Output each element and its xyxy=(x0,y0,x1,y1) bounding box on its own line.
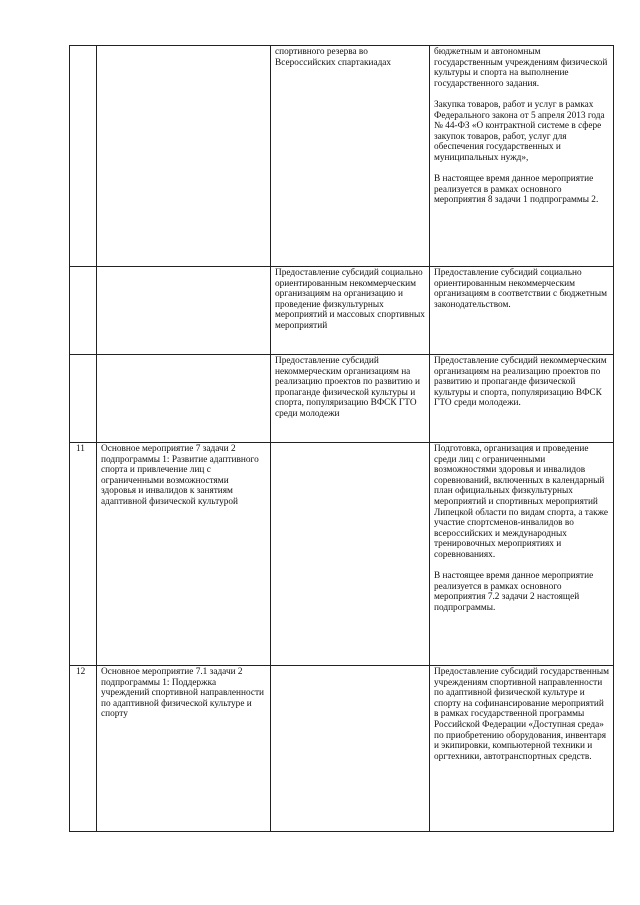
note-paragraph: Подготовка, организация и проведение среди лиц с ограниченными возможностями здоровья и инвалидов соревнований, включенных в календарный план официальных физкультурных мероприятий и спортивных мероприятий Липецкой области по видам спорта, а также участие спортсменов-инвалидов во всероссийских и международных тренировочных мероприятиях и соревнованиях. xyxy=(434,444,609,560)
row-number-cell: 11 xyxy=(70,443,97,666)
mechanism-cell xyxy=(271,443,430,666)
note-paragraph: В настоящее время данное мероприятие реализуется в рамках основного мероприятия 8 задачи 1 подпрограммы 2. xyxy=(434,174,599,206)
notes-cell xyxy=(430,46,614,267)
document-table xyxy=(69,45,614,832)
note-paragraph: Закупка товаров, работ и услуг в рамках Федерального закона от 5 апреля 2013 года № 44-ФЗ «О контрактной системе в сфере закупок товаров, работ, услуг для обеспечения государственных и муниципальных нужд», xyxy=(434,99,605,163)
table-row xyxy=(70,267,614,355)
note-paragraph: Предоставление субсидий государственным учреждениям спортивной направленности по адаптивной физической культуре и спорту на софинансирование мероприятий в рамках государственной программы Российской Федерации «Доступная среда» по приобретению оборудования, инвентаря и экипировки, компьютерной техники и оргтехники, автотранспортных средств. xyxy=(434,667,609,762)
event-cell xyxy=(97,355,271,443)
row-number-cell xyxy=(70,355,97,443)
mechanism-cell: Предоставление субсидий некоммерческим организациям на реализацию проектов по развитию и пропаганде физической культуры и спорта, популяризацию ВФСК ГТО среди молодежи xyxy=(271,355,430,443)
table-row xyxy=(70,46,614,267)
event-cell: Основное мероприятие 7 задачи 2 подпрограммы 1: Развитие адаптивного спорта и привлечение лиц с ограниченными возможностями здоровья и инвалидов к занятиям адаптивной физической культурой xyxy=(97,443,271,666)
note-paragraph: Предоставление субсидий некоммерческим организациям на реализацию проектов по развитию и пропаганде физической культуры и спорта, популяризацию ВФСК ГТО среди молодежи. xyxy=(434,356,607,409)
notes-cell xyxy=(430,666,614,832)
event-cell: Основное мероприятие 7.1 задачи 2 подпрограммы 1: Поддержка учреждений спортивной направленности по адаптивной физической культуре и спорту xyxy=(97,666,271,832)
event-cell xyxy=(97,267,271,355)
table-row xyxy=(70,443,614,666)
row-number-cell: 12 xyxy=(70,666,97,832)
mechanism-cell: спортивного резерва во Всероссийских спартакиадах xyxy=(271,46,430,267)
row-number-cell xyxy=(70,267,97,355)
notes-cell xyxy=(430,443,614,666)
notes-cell xyxy=(430,355,614,443)
note-paragraph: В настоящее время данное мероприятие реализуется в рамках основного мероприятия 7.2 задачи 2 настоящей подпрограммы. xyxy=(434,571,594,613)
table-row xyxy=(70,666,614,832)
note-paragraph: бюджетным и автономным государственным учреждениям физической культуры и спорта на выполнение государственного задания. xyxy=(434,47,608,89)
event-cell xyxy=(97,46,271,267)
note-paragraph: Предоставление субсидий социально ориентированным некоммерческим организациям в соответствии с бюджетным законодательством. xyxy=(434,268,607,310)
notes-cell xyxy=(430,267,614,355)
table-row xyxy=(70,355,614,443)
mechanism-cell: Предоставление субсидий социально ориентированным некоммерческим организациям на организацию и проведение физкультурных мероприятий и массовых спортивных мероприятий xyxy=(271,267,430,355)
row-number-cell xyxy=(70,46,97,267)
mechanism-cell xyxy=(271,666,430,832)
